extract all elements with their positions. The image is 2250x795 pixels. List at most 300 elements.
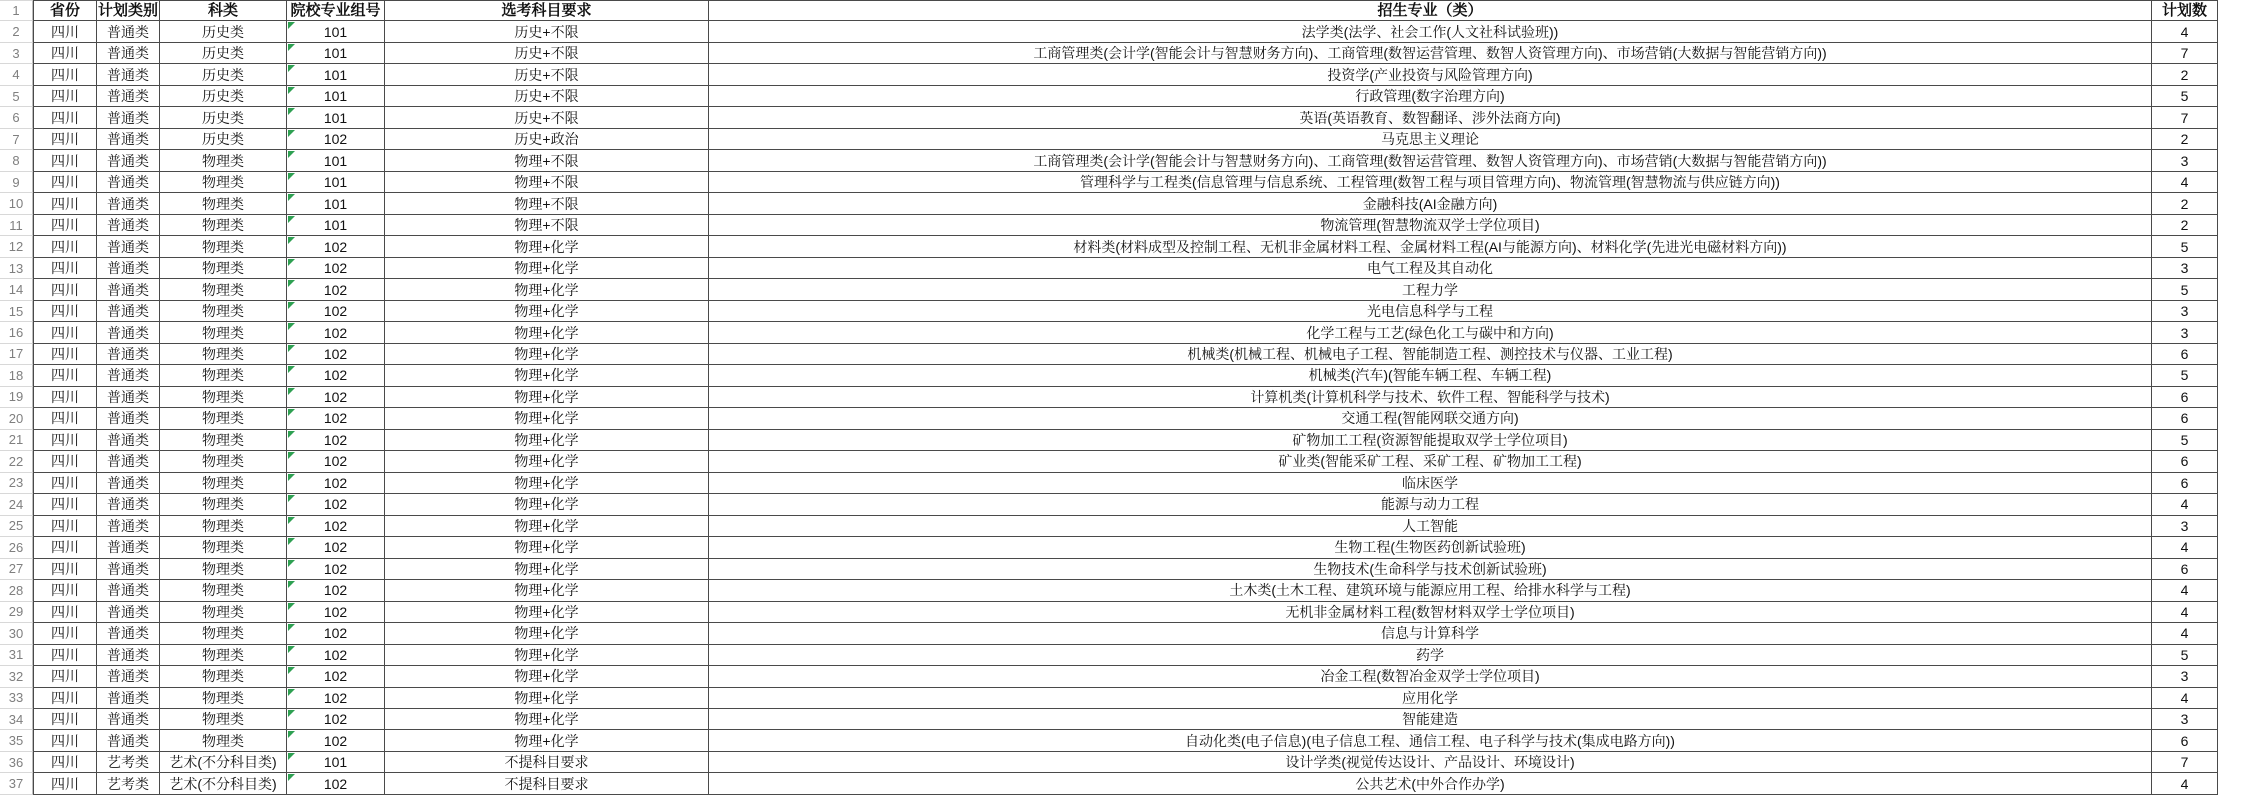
cell-province[interactable]: 四川 [33,559,97,580]
col-header-subject-requirement[interactable]: 选考科目要求 [385,0,709,21]
cell-subject-requirement[interactable]: 物理+不限 [385,150,709,171]
cell-major-group-number[interactable] [287,215,385,236]
cell-province[interactable]: 四川 [33,666,97,687]
cell-province[interactable]: 四川 [33,21,97,42]
cell-plan-type[interactable]: 普通类 [97,64,160,85]
cell-enrollment-major[interactable]: 设计学类(视觉传达设计、产品设计、环境设计) [709,752,2152,773]
cell-enrollment-major[interactable]: 管理科学与工程类(信息管理与信息系统、工程管理(数智工程与项目管理方向)、物流管理(智慧物流与供应链方向)) [709,172,2152,193]
cell-enrollment-major[interactable]: 金融科技(AI金融方向) [709,193,2152,214]
cell-subject-type[interactable]: 历史类 [160,107,287,128]
cell-subject-type[interactable]: 物理类 [160,236,287,257]
cell-subject-type[interactable]: 物理类 [160,645,287,666]
cell-major-group-number[interactable] [287,322,385,343]
cell-subject-type[interactable]: 历史类 [160,86,287,107]
cell-enrollment-major[interactable]: 应用化学 [709,688,2152,709]
cell-province[interactable]: 四川 [33,258,97,279]
table-row [0,129,2250,150]
col-header-plan-type[interactable]: 计划类别 [97,0,160,21]
cell-enrollment-major[interactable]: 英语(英语教育、数智翻译、涉外法商方向) [709,107,2152,128]
cell-major-group-number[interactable] [287,172,385,193]
row-number[interactable]: 4 [0,64,33,85]
cell-enrollment-major[interactable]: 临床医学 [709,473,2152,494]
cell-plan-count[interactable]: 2 [2152,64,2218,85]
cell-major-group-number[interactable] [287,473,385,494]
cell-enrollment-major[interactable]: 矿物加工工程(资源智能提取双学士学位项目) [709,430,2152,451]
row-number[interactable]: 3 [0,43,33,64]
col-header-subject-type[interactable]: 科类 [160,0,287,21]
cell-province[interactable]: 四川 [33,773,97,794]
cell-subject-requirement[interactable]: 物理+化学 [385,365,709,386]
cell-province[interactable]: 四川 [33,473,97,494]
cell-province[interactable]: 四川 [33,279,97,300]
cell-province[interactable]: 四川 [33,301,97,322]
cell-subject-requirement[interactable]: 物理+化学 [385,623,709,644]
cell-plan-count[interactable]: 5 [2152,236,2218,257]
cell-major-group-number[interactable] [287,344,385,365]
cell-plan-count[interactable]: 7 [2152,107,2218,128]
cell-subject-requirement[interactable]: 历史+不限 [385,107,709,128]
cell-province[interactable]: 四川 [33,43,97,64]
stored-as-text-marker-icon [288,731,295,738]
cell-subject-requirement[interactable]: 物理+化学 [385,301,709,322]
cell-plan-count[interactable]: 5 [2152,279,2218,300]
cell-subject-type[interactable]: 艺术(不分科目类) [160,773,287,794]
cell-plan-type[interactable]: 普通类 [97,86,160,107]
cell-plan-count[interactable]: 2 [2152,215,2218,236]
cell-subject-type[interactable]: 物理类 [160,473,287,494]
cell-major-group-number[interactable] [287,129,385,150]
cell-province[interactable]: 四川 [33,623,97,644]
cell-plan-type[interactable]: 普通类 [97,451,160,472]
cell-subject-requirement[interactable]: 物理+化学 [385,494,709,515]
row-number[interactable]: 7 [0,129,33,150]
cell-enrollment-major[interactable]: 无机非金属材料工程(数智材料双学士学位项目) [709,602,2152,623]
cell-plan-type[interactable]: 普通类 [97,322,160,343]
cell-subject-requirement[interactable]: 物理+化学 [385,709,709,730]
cell-enrollment-major[interactable]: 机械类(汽车)(智能车辆工程、车辆工程) [709,365,2152,386]
cell-plan-count[interactable]: 6 [2152,344,2218,365]
cell-subject-requirement[interactable]: 物理+不限 [385,172,709,193]
cell-plan-type[interactable]: 普通类 [97,602,160,623]
cell-enrollment-major[interactable]: 光电信息科学与工程 [709,301,2152,322]
row-number[interactable]: 12 [0,236,33,257]
cell-major-group-number[interactable] [287,193,385,214]
cell-enrollment-major[interactable]: 计算机类(计算机科学与技术、软件工程、智能科学与技术) [709,387,2152,408]
cell-province[interactable]: 四川 [33,193,97,214]
table-row [0,602,2250,623]
cell-plan-type[interactable]: 艺考类 [97,773,160,794]
cell-plan-type[interactable]: 普通类 [97,258,160,279]
row-number[interactable]: 30 [0,623,33,644]
cell-major-group-number[interactable] [287,387,385,408]
cell-subject-requirement[interactable]: 物理+化学 [385,258,709,279]
cell-province[interactable]: 四川 [33,215,97,236]
cell-plan-count[interactable]: 6 [2152,730,2218,751]
cell-plan-count[interactable]: 5 [2152,430,2218,451]
cell-enrollment-major[interactable]: 行政管理(数字治理方向) [709,86,2152,107]
cell-subject-type[interactable]: 物理类 [160,430,287,451]
cell-province[interactable]: 四川 [33,494,97,515]
cell-enrollment-major[interactable]: 马克思主义理论 [709,129,2152,150]
cell-plan-count[interactable]: 2 [2152,129,2218,150]
cell-plan-type[interactable]: 普通类 [97,129,160,150]
cell-plan-type[interactable]: 普通类 [97,236,160,257]
cell-plan-count[interactable]: 3 [2152,150,2218,171]
cell-subject-type[interactable]: 物理类 [160,688,287,709]
cell-subject-type[interactable]: 物理类 [160,451,287,472]
cell-enrollment-major[interactable]: 智能建造 [709,709,2152,730]
cell-enrollment-major[interactable]: 人工智能 [709,516,2152,537]
cell-plan-type[interactable]: 普通类 [97,688,160,709]
cell-major-group-number[interactable] [287,623,385,644]
cell-subject-requirement[interactable]: 物理+化学 [385,537,709,558]
cell-province[interactable]: 四川 [33,172,97,193]
cell-province[interactable]: 四川 [33,537,97,558]
cell-subject-type[interactable]: 物理类 [160,516,287,537]
row-number[interactable]: 35 [0,730,33,751]
cell-major-group-number[interactable] [287,107,385,128]
cell-subject-requirement[interactable]: 物理+化学 [385,387,709,408]
cell-plan-type[interactable]: 普通类 [97,107,160,128]
cell-subject-type[interactable]: 物理类 [160,193,287,214]
cell-subject-requirement[interactable]: 物理+化学 [385,451,709,472]
cell-subject-requirement[interactable]: 物理+化学 [385,344,709,365]
cell-enrollment-major[interactable]: 矿业类(智能采矿工程、采矿工程、矿物加工工程) [709,451,2152,472]
cell-plan-type[interactable]: 普通类 [97,365,160,386]
cell-subject-requirement[interactable]: 物理+化学 [385,688,709,709]
cell-province[interactable]: 四川 [33,365,97,386]
cell-plan-count[interactable]: 6 [2152,473,2218,494]
cell-subject-requirement[interactable]: 物理+化学 [385,666,709,687]
cell-plan-count[interactable]: 4 [2152,172,2218,193]
cell-subject-type[interactable]: 历史类 [160,43,287,64]
cell-subject-requirement[interactable]: 物理+不限 [385,193,709,214]
cell-plan-count[interactable]: 3 [2152,301,2218,322]
cell-subject-type[interactable]: 物理类 [160,172,287,193]
row-number[interactable]: 6 [0,107,33,128]
cell-plan-count[interactable]: 4 [2152,537,2218,558]
cell-subject-type[interactable]: 物理类 [160,666,287,687]
cell-province[interactable]: 四川 [33,709,97,730]
cell-province[interactable]: 四川 [33,236,97,257]
cell-subject-type[interactable]: 物理类 [160,387,287,408]
cell-subject-type[interactable]: 物理类 [160,365,287,386]
cell-subject-type[interactable]: 物理类 [160,279,287,300]
cell-major-group-number[interactable] [287,752,385,773]
cell-subject-type[interactable]: 物理类 [160,408,287,429]
cell-major-group-number[interactable] [287,516,385,537]
cell-plan-type[interactable]: 普通类 [97,344,160,365]
cell-plan-type[interactable]: 艺考类 [97,752,160,773]
cell-plan-type[interactable]: 普通类 [97,279,160,300]
cell-major-group-number[interactable] [287,64,385,85]
cell-subject-type[interactable]: 历史类 [160,64,287,85]
cell-enrollment-major[interactable]: 机械类(机械工程、机械电子工程、智能制造工程、测控技术与仪器、工业工程) [709,344,2152,365]
cell-enrollment-major[interactable]: 生物工程(生物医药创新试验班) [709,537,2152,558]
cell-subject-requirement[interactable]: 物理+化学 [385,730,709,751]
cell-enrollment-major[interactable]: 工商管理类(会计学(智能会计与智慧财务方向)、工商管理(数智运营管理、数智人资管理方向)、市场营销(大数据与智能营销方向)) [709,43,2152,64]
row-number[interactable]: 22 [0,451,33,472]
cell-major-group-number[interactable] [287,730,385,751]
row-number[interactable]: 29 [0,602,33,623]
cell-plan-count[interactable]: 4 [2152,580,2218,601]
cell-enrollment-major[interactable]: 投资学(产业投资与风险管理方向) [709,64,2152,85]
cell-plan-type[interactable]: 普通类 [97,193,160,214]
cell-plan-count[interactable]: 3 [2152,516,2218,537]
cell-province[interactable]: 四川 [33,645,97,666]
row-number[interactable]: 37 [0,773,33,794]
cell-subject-type[interactable]: 历史类 [160,129,287,150]
cell-plan-count[interactable]: 6 [2152,387,2218,408]
cell-subject-type[interactable]: 物理类 [160,559,287,580]
cell-plan-count[interactable]: 3 [2152,258,2218,279]
cell-subject-type[interactable]: 物理类 [160,215,287,236]
cell-province[interactable]: 四川 [33,752,97,773]
cell-plan-count[interactable]: 2 [2152,193,2218,214]
row-number[interactable]: 18 [0,365,33,386]
cell-major-group-number[interactable] [287,43,385,64]
cell-enrollment-major[interactable]: 电气工程及其自动化 [709,258,2152,279]
cell-plan-count[interactable]: 7 [2152,43,2218,64]
cell-plan-type[interactable]: 普通类 [97,21,160,42]
cell-enrollment-major[interactable]: 能源与动力工程 [709,494,2152,515]
cell-subject-requirement[interactable]: 历史+不限 [385,43,709,64]
cell-subject-requirement[interactable]: 物理+化学 [385,322,709,343]
cell-enrollment-major[interactable]: 法学类(法学、社会工作(人文社科试验班)) [709,21,2152,42]
row-number[interactable]: 32 [0,666,33,687]
cell-subject-requirement[interactable]: 历史+不限 [385,64,709,85]
cell-subject-type[interactable]: 艺术(不分科目类) [160,752,287,773]
cell-plan-count[interactable]: 6 [2152,408,2218,429]
cell-plan-count[interactable]: 3 [2152,709,2218,730]
cell-major-group-number[interactable] [287,21,385,42]
cell-plan-count[interactable]: 5 [2152,645,2218,666]
cell-subject-requirement[interactable]: 物理+化学 [385,602,709,623]
row-number[interactable]: 8 [0,150,33,171]
col-header-province[interactable]: 省份 [33,0,97,21]
cell-enrollment-major[interactable]: 药学 [709,645,2152,666]
cell-plan-count[interactable]: 7 [2152,752,2218,773]
row-number[interactable]: 14 [0,279,33,300]
cell-subject-type[interactable]: 物理类 [160,322,287,343]
row-number[interactable]: 15 [0,301,33,322]
cell-province[interactable]: 四川 [33,86,97,107]
cell-enrollment-major[interactable]: 交通工程(智能网联交通方向) [709,408,2152,429]
row-number-header[interactable]: 1 [0,0,33,21]
cell-enrollment-major[interactable]: 自动化类(电子信息)(电子信息工程、通信工程、电子科学与技术(集成电路方向)) [709,730,2152,751]
cell-plan-type[interactable]: 普通类 [97,645,160,666]
cell-province[interactable]: 四川 [33,730,97,751]
cell-plan-count[interactable]: 6 [2152,559,2218,580]
cell-enrollment-major[interactable]: 化学工程与工艺(绿色化工与碳中和方向) [709,322,2152,343]
cell-subject-requirement[interactable]: 物理+化学 [385,559,709,580]
cell-plan-count[interactable]: 5 [2152,365,2218,386]
cell-plan-type[interactable]: 普通类 [97,559,160,580]
row-number[interactable]: 33 [0,688,33,709]
row-number[interactable]: 25 [0,516,33,537]
cell-subject-type[interactable]: 物理类 [160,537,287,558]
cell-subject-requirement[interactable]: 物理+化学 [385,516,709,537]
cell-subject-requirement[interactable]: 物理+不限 [385,215,709,236]
cell-subject-type[interactable]: 物理类 [160,580,287,601]
cell-plan-type[interactable]: 普通类 [97,301,160,322]
cell-province[interactable]: 四川 [33,602,97,623]
cell-plan-type[interactable]: 普通类 [97,408,160,429]
cell-plan-type[interactable]: 普通类 [97,43,160,64]
cell-enrollment-major[interactable]: 工程力学 [709,279,2152,300]
cell-subject-requirement[interactable]: 物理+化学 [385,473,709,494]
row-number[interactable]: 16 [0,322,33,343]
cell-enrollment-major[interactable]: 物流管理(智慧物流双学士学位项目) [709,215,2152,236]
cell-subject-type[interactable]: 物理类 [160,602,287,623]
cell-major-group-number[interactable] [287,645,385,666]
cell-subject-type[interactable]: 物理类 [160,494,287,515]
cell-province[interactable]: 四川 [33,322,97,343]
cell-major-group-number[interactable] [287,365,385,386]
row-number[interactable]: 19 [0,387,33,408]
row-number[interactable]: 2 [0,21,33,42]
cell-major-group-number[interactable] [287,709,385,730]
cell-subject-type[interactable]: 物理类 [160,709,287,730]
cell-subject-requirement[interactable]: 物理+化学 [385,279,709,300]
cell-province[interactable]: 四川 [33,150,97,171]
cell-major-group-number[interactable] [287,301,385,322]
cell-plan-type[interactable]: 普通类 [97,172,160,193]
cell-province[interactable]: 四川 [33,129,97,150]
cell-enrollment-major[interactable]: 土木类(土木工程、建筑环境与能源应用工程、给排水科学与工程) [709,580,2152,601]
cell-major-group-number[interactable] [287,451,385,472]
cell-major-group-number[interactable] [287,494,385,515]
cell-subject-requirement[interactable]: 物理+化学 [385,430,709,451]
cell-major-group-number[interactable] [287,773,385,794]
cell-subject-type[interactable]: 物理类 [160,623,287,644]
cell-subject-requirement[interactable]: 物理+化学 [385,236,709,257]
row-number[interactable]: 23 [0,473,33,494]
cell-province[interactable]: 四川 [33,430,97,451]
cell-subject-requirement[interactable]: 物理+化学 [385,408,709,429]
col-header-plan-count[interactable]: 计划数 [2152,0,2218,21]
cell-province[interactable]: 四川 [33,688,97,709]
cell-plan-type[interactable]: 普通类 [97,215,160,236]
cell-enrollment-major[interactable]: 工商管理类(会计学(智能会计与智慧财务方向)、工商管理(数智运营管理、数智人资管理方向)、市场营销(大数据与智能营销方向)) [709,150,2152,171]
cell-plan-type[interactable]: 普通类 [97,387,160,408]
cell-plan-count[interactable]: 4 [2152,21,2218,42]
cell-major-group-number[interactable] [287,688,385,709]
cell-major-group-number[interactable] [287,408,385,429]
cell-province[interactable]: 四川 [33,344,97,365]
row-number[interactable]: 17 [0,344,33,365]
row-number[interactable]: 5 [0,86,33,107]
row-number[interactable]: 27 [0,559,33,580]
cell-subject-requirement[interactable]: 物理+化学 [385,645,709,666]
row-number[interactable]: 24 [0,494,33,515]
cell-plan-count[interactable]: 5 [2152,86,2218,107]
cell-enrollment-major[interactable]: 冶金工程(数智冶金双学士学位项目) [709,666,2152,687]
row-number[interactable]: 21 [0,430,33,451]
cell-plan-type[interactable]: 普通类 [97,623,160,644]
cell-plan-count[interactable]: 4 [2152,602,2218,623]
cell-plan-type[interactable]: 普通类 [97,537,160,558]
cell-major-group-number[interactable] [287,580,385,601]
cell-plan-count[interactable]: 4 [2152,494,2218,515]
row-number[interactable]: 11 [0,215,33,236]
cell-major-group-number[interactable] [287,666,385,687]
cell-subject-type[interactable]: 物理类 [160,150,287,171]
cell-subject-requirement[interactable]: 历史+政治 [385,129,709,150]
col-header-enrollment-major[interactable]: 招生专业（类） [709,0,2152,21]
cell-subject-requirement[interactable]: 历史+不限 [385,21,709,42]
cell-plan-count[interactable]: 4 [2152,773,2218,794]
row-number[interactable]: 28 [0,580,33,601]
cell-plan-type[interactable]: 普通类 [97,150,160,171]
cell-plan-count[interactable]: 3 [2152,322,2218,343]
row-number[interactable]: 31 [0,645,33,666]
cell-major-group-number[interactable] [287,86,385,107]
row-number[interactable]: 26 [0,537,33,558]
cell-subject-type[interactable]: 物理类 [160,301,287,322]
cell-major-group-number[interactable] [287,430,385,451]
cell-province[interactable]: 四川 [33,387,97,408]
cell-plan-count[interactable]: 6 [2152,451,2218,472]
cell-enrollment-major[interactable]: 生物技术(生命科学与技术创新试验班) [709,559,2152,580]
cell-major-group-number[interactable] [287,236,385,257]
cell-plan-type[interactable]: 普通类 [97,730,160,751]
cell-province[interactable]: 四川 [33,408,97,429]
cell-plan-type[interactable]: 普通类 [97,516,160,537]
cell-province[interactable]: 四川 [33,451,97,472]
cell-subject-type[interactable]: 物理类 [160,730,287,751]
cell-province[interactable]: 四川 [33,107,97,128]
cell-subject-requirement[interactable]: 不提科目要求 [385,752,709,773]
cell-major-group-number[interactable] [287,602,385,623]
stored-as-text-marker-icon [288,581,295,588]
cell-major-group-number[interactable] [287,559,385,580]
cell-plan-type[interactable]: 普通类 [97,473,160,494]
cell-subject-requirement[interactable]: 物理+化学 [385,580,709,601]
cell-plan-count[interactable]: 3 [2152,666,2218,687]
row-number[interactable]: 13 [0,258,33,279]
row-number[interactable]: 10 [0,193,33,214]
cell-province[interactable]: 四川 [33,580,97,601]
row-number[interactable]: 36 [0,752,33,773]
cell-major-group-number[interactable] [287,279,385,300]
cell-enrollment-major[interactable]: 材料类(材料成型及控制工程、无机非金属材料工程、金属材料工程(AI与能源方向)、材料化学(先进光电磁材料方向)) [709,236,2152,257]
cell-plan-type[interactable]: 普通类 [97,430,160,451]
row-number[interactable]: 34 [0,709,33,730]
cell-subject-type[interactable]: 物理类 [160,344,287,365]
cell-subject-type[interactable]: 历史类 [160,21,287,42]
cell-province[interactable]: 四川 [33,516,97,537]
cell-major-group-number[interactable] [287,150,385,171]
row-number[interactable]: 20 [0,408,33,429]
cell-subject-type[interactable]: 物理类 [160,258,287,279]
cell-enrollment-major[interactable]: 信息与计算科学 [709,623,2152,644]
cell-plan-count[interactable]: 4 [2152,688,2218,709]
cell-major-group-number[interactable] [287,258,385,279]
cell-plan-type[interactable]: 普通类 [97,580,160,601]
cell-major-group-number[interactable] [287,537,385,558]
cell-subject-requirement[interactable]: 不提科目要求 [385,773,709,794]
cell-enrollment-major[interactable]: 公共艺术(中外合作办学) [709,773,2152,794]
cell-province[interactable]: 四川 [33,64,97,85]
row-number[interactable]: 9 [0,172,33,193]
cell-subject-requirement[interactable]: 历史+不限 [385,86,709,107]
col-header-major-group-number[interactable]: 院校专业组号 [287,0,385,21]
cell-plan-type[interactable]: 普通类 [97,494,160,515]
cell-plan-count[interactable]: 4 [2152,623,2218,644]
cell-plan-type[interactable]: 普通类 [97,709,160,730]
cell-plan-type[interactable]: 普通类 [97,666,160,687]
